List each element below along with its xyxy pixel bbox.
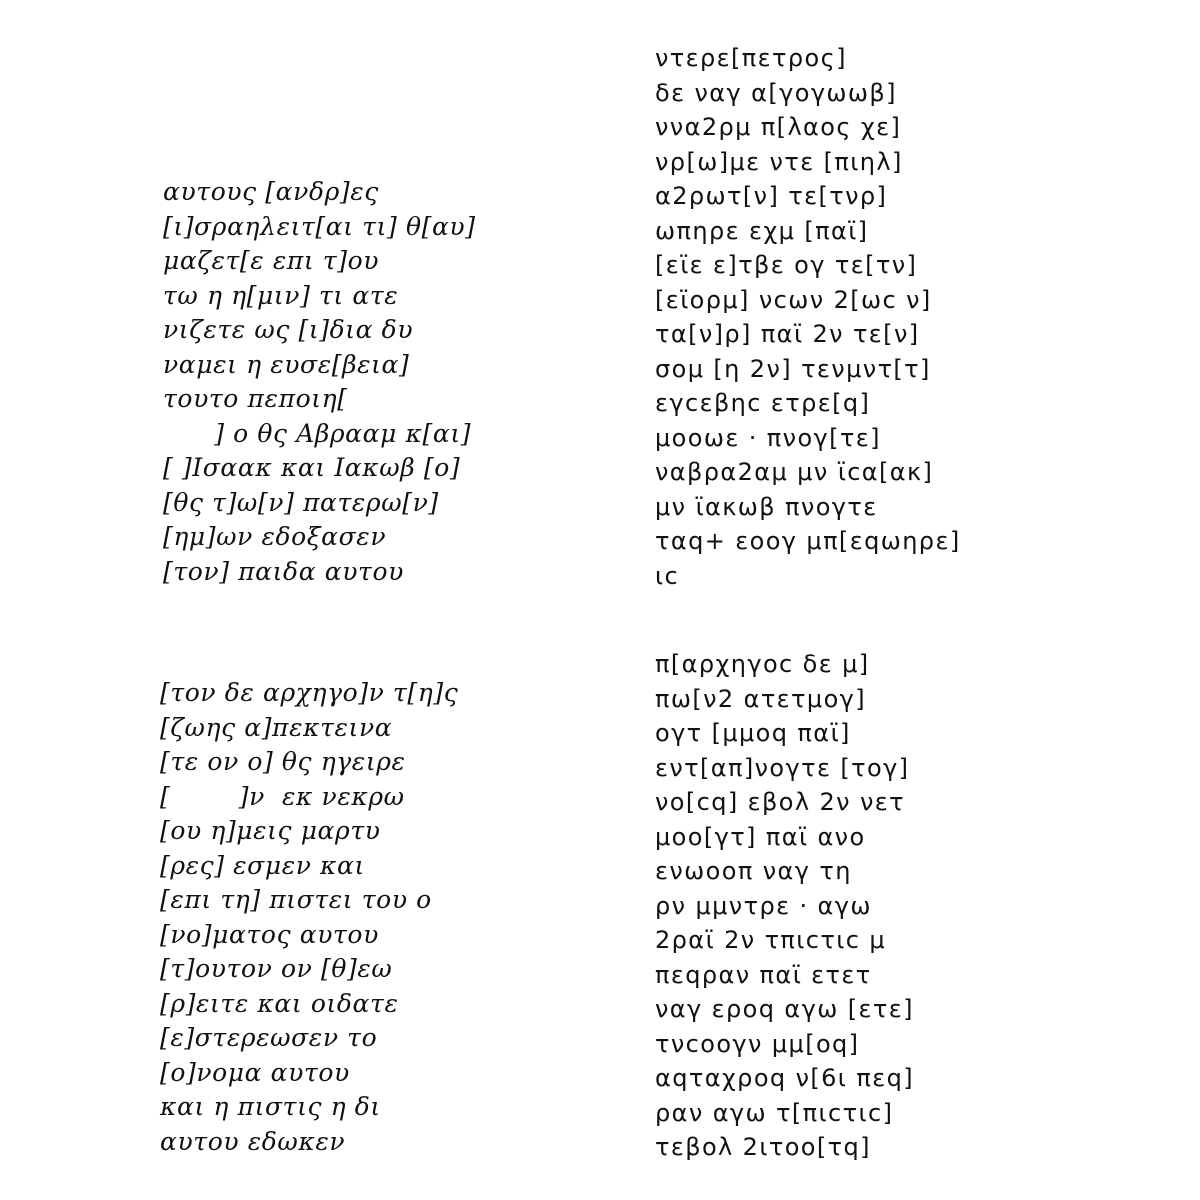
text-line: [ο]νομα αυτου bbox=[160, 1057, 350, 1087]
text-line: ννα2ρμ π[λαος χε] bbox=[655, 113, 902, 141]
text-line: [επι τη] πιστει του ο bbox=[160, 885, 432, 914]
text-line: τουτο πεποιη[ bbox=[163, 384, 348, 413]
text-line: [τε ον ο] θς ηγειρε bbox=[160, 747, 406, 776]
text-line: 2ραϊ 2ν τπιcτιc μ bbox=[655, 926, 887, 954]
text-line: ραν αγω τ[πιcτιc] bbox=[655, 1098, 894, 1127]
coptic-text-column-bottom bbox=[655, 647, 1175, 1165]
text-line: εγcεβηc ετρε[q] bbox=[655, 389, 871, 417]
text-line: μαζετ[ε επι τ]ου bbox=[163, 246, 380, 275]
text-line: αqταχροq ν[6ι πεq] bbox=[655, 1064, 914, 1092]
text-line: ταq+ εοογ μπ[εqωηρε] bbox=[655, 527, 961, 555]
text-line: α2ρωτ[ν] τε[τνρ] bbox=[655, 182, 888, 210]
text-line: ωπηρε εχμ [παϊ] bbox=[655, 216, 869, 245]
text-line: [ ]Ισαακ και Ιακωβ [ο] bbox=[163, 453, 461, 482]
coptic-text-column-top bbox=[655, 41, 1175, 593]
text-line: πω[ν2 ατετμογ] bbox=[655, 684, 867, 713]
text-line: ναβρα2αμ μν ϊcα[ακ] bbox=[655, 458, 934, 486]
text-line: τεβολ 2ιτοο[τq] bbox=[655, 1133, 871, 1161]
text-line: ογτ [μμοq παϊ] bbox=[655, 719, 851, 747]
text-line: [τον] παιδα αυτου bbox=[163, 556, 404, 586]
text-line: πεqραν παϊ ετετ bbox=[655, 960, 872, 989]
text-line: εντ[απ]νογτε [τογ] bbox=[655, 753, 910, 782]
text-line: ιc bbox=[655, 561, 680, 590]
text-line: [ημ]ων εδοξασεν bbox=[163, 522, 387, 551]
text-line: [ ]ν εκ νεκρω bbox=[160, 781, 405, 811]
text-line: νρ[ω]με ντε [πιηλ] bbox=[655, 147, 903, 176]
text-line: ρν μμντρε · αγω bbox=[655, 891, 872, 920]
text-line: νο[cq] εβολ 2ν νετ bbox=[655, 788, 906, 816]
text-line: [ρ]ειτε και οιδατε bbox=[160, 988, 399, 1018]
text-line: ναγ εροq αγω [ετε] bbox=[655, 995, 914, 1023]
text-line: [ζωης α]πεκτεινα bbox=[160, 712, 393, 742]
text-line: τα[ν]ρ] παϊ 2ν τε[ν] bbox=[655, 320, 920, 348]
text-line: μν ϊακωβ πνογτε bbox=[655, 492, 878, 521]
text-line: [ου η]μεις μαρτυ bbox=[160, 816, 381, 845]
text-line: [εϊορμ] νcων 2[ωc ν] bbox=[655, 285, 932, 314]
text-line: ντερε[πετρος] bbox=[655, 44, 847, 72]
text-line: ναμει η ευσε[βεια] bbox=[163, 349, 410, 379]
text-line: [ι]σραηλειτ[αι τι] θ[αυ] bbox=[163, 211, 476, 241]
text-line: [νο]ματος αυτου bbox=[160, 919, 379, 949]
text-line: και η πιστις η δι bbox=[160, 1092, 381, 1121]
text-line: [εϊε ε]τβε ογ τε[τν] bbox=[655, 251, 918, 279]
text-line: [τον δε αρχηγο]ν τ[η]ς bbox=[160, 678, 459, 707]
text-line: ενωοοπ ναγ τη bbox=[655, 857, 852, 885]
greek-text-column-top bbox=[163, 175, 593, 589]
text-line: π[αρχηγοc δε μ] bbox=[655, 650, 870, 678]
text-line: σομ [η 2ν] τενμντ[τ] bbox=[655, 354, 931, 383]
text-line: τνcοογν μμ[οq] bbox=[655, 1029, 860, 1058]
text-line: [θς τ]ω[ν] πατερω[ν] bbox=[163, 487, 439, 517]
text-line: [ε]στερεωσεν το bbox=[160, 1023, 378, 1052]
text-line: μοοωε · πνογ[τε] bbox=[655, 423, 881, 452]
text-line: [ρες] εσμεν και bbox=[160, 850, 365, 880]
text-line: δε ναγ α[γογωωβ] bbox=[655, 78, 897, 107]
greek-text-column-bottom bbox=[160, 676, 590, 1159]
text-line: αυτου εδωκεν bbox=[160, 1126, 346, 1156]
text-line: τω η η[μιν] τι ατε bbox=[163, 280, 399, 310]
text-line: νιζετε ως [ι]δια δυ bbox=[163, 315, 414, 344]
text-line: αυτους [ανδρ]ες bbox=[163, 177, 379, 206]
text-line: ] ο θς Αβρααμ κ[αι] bbox=[163, 418, 472, 448]
text-line: [τ]ουτον ον [θ]εω bbox=[160, 954, 393, 983]
text-line: μοο[γτ] παϊ ανο bbox=[655, 822, 866, 851]
